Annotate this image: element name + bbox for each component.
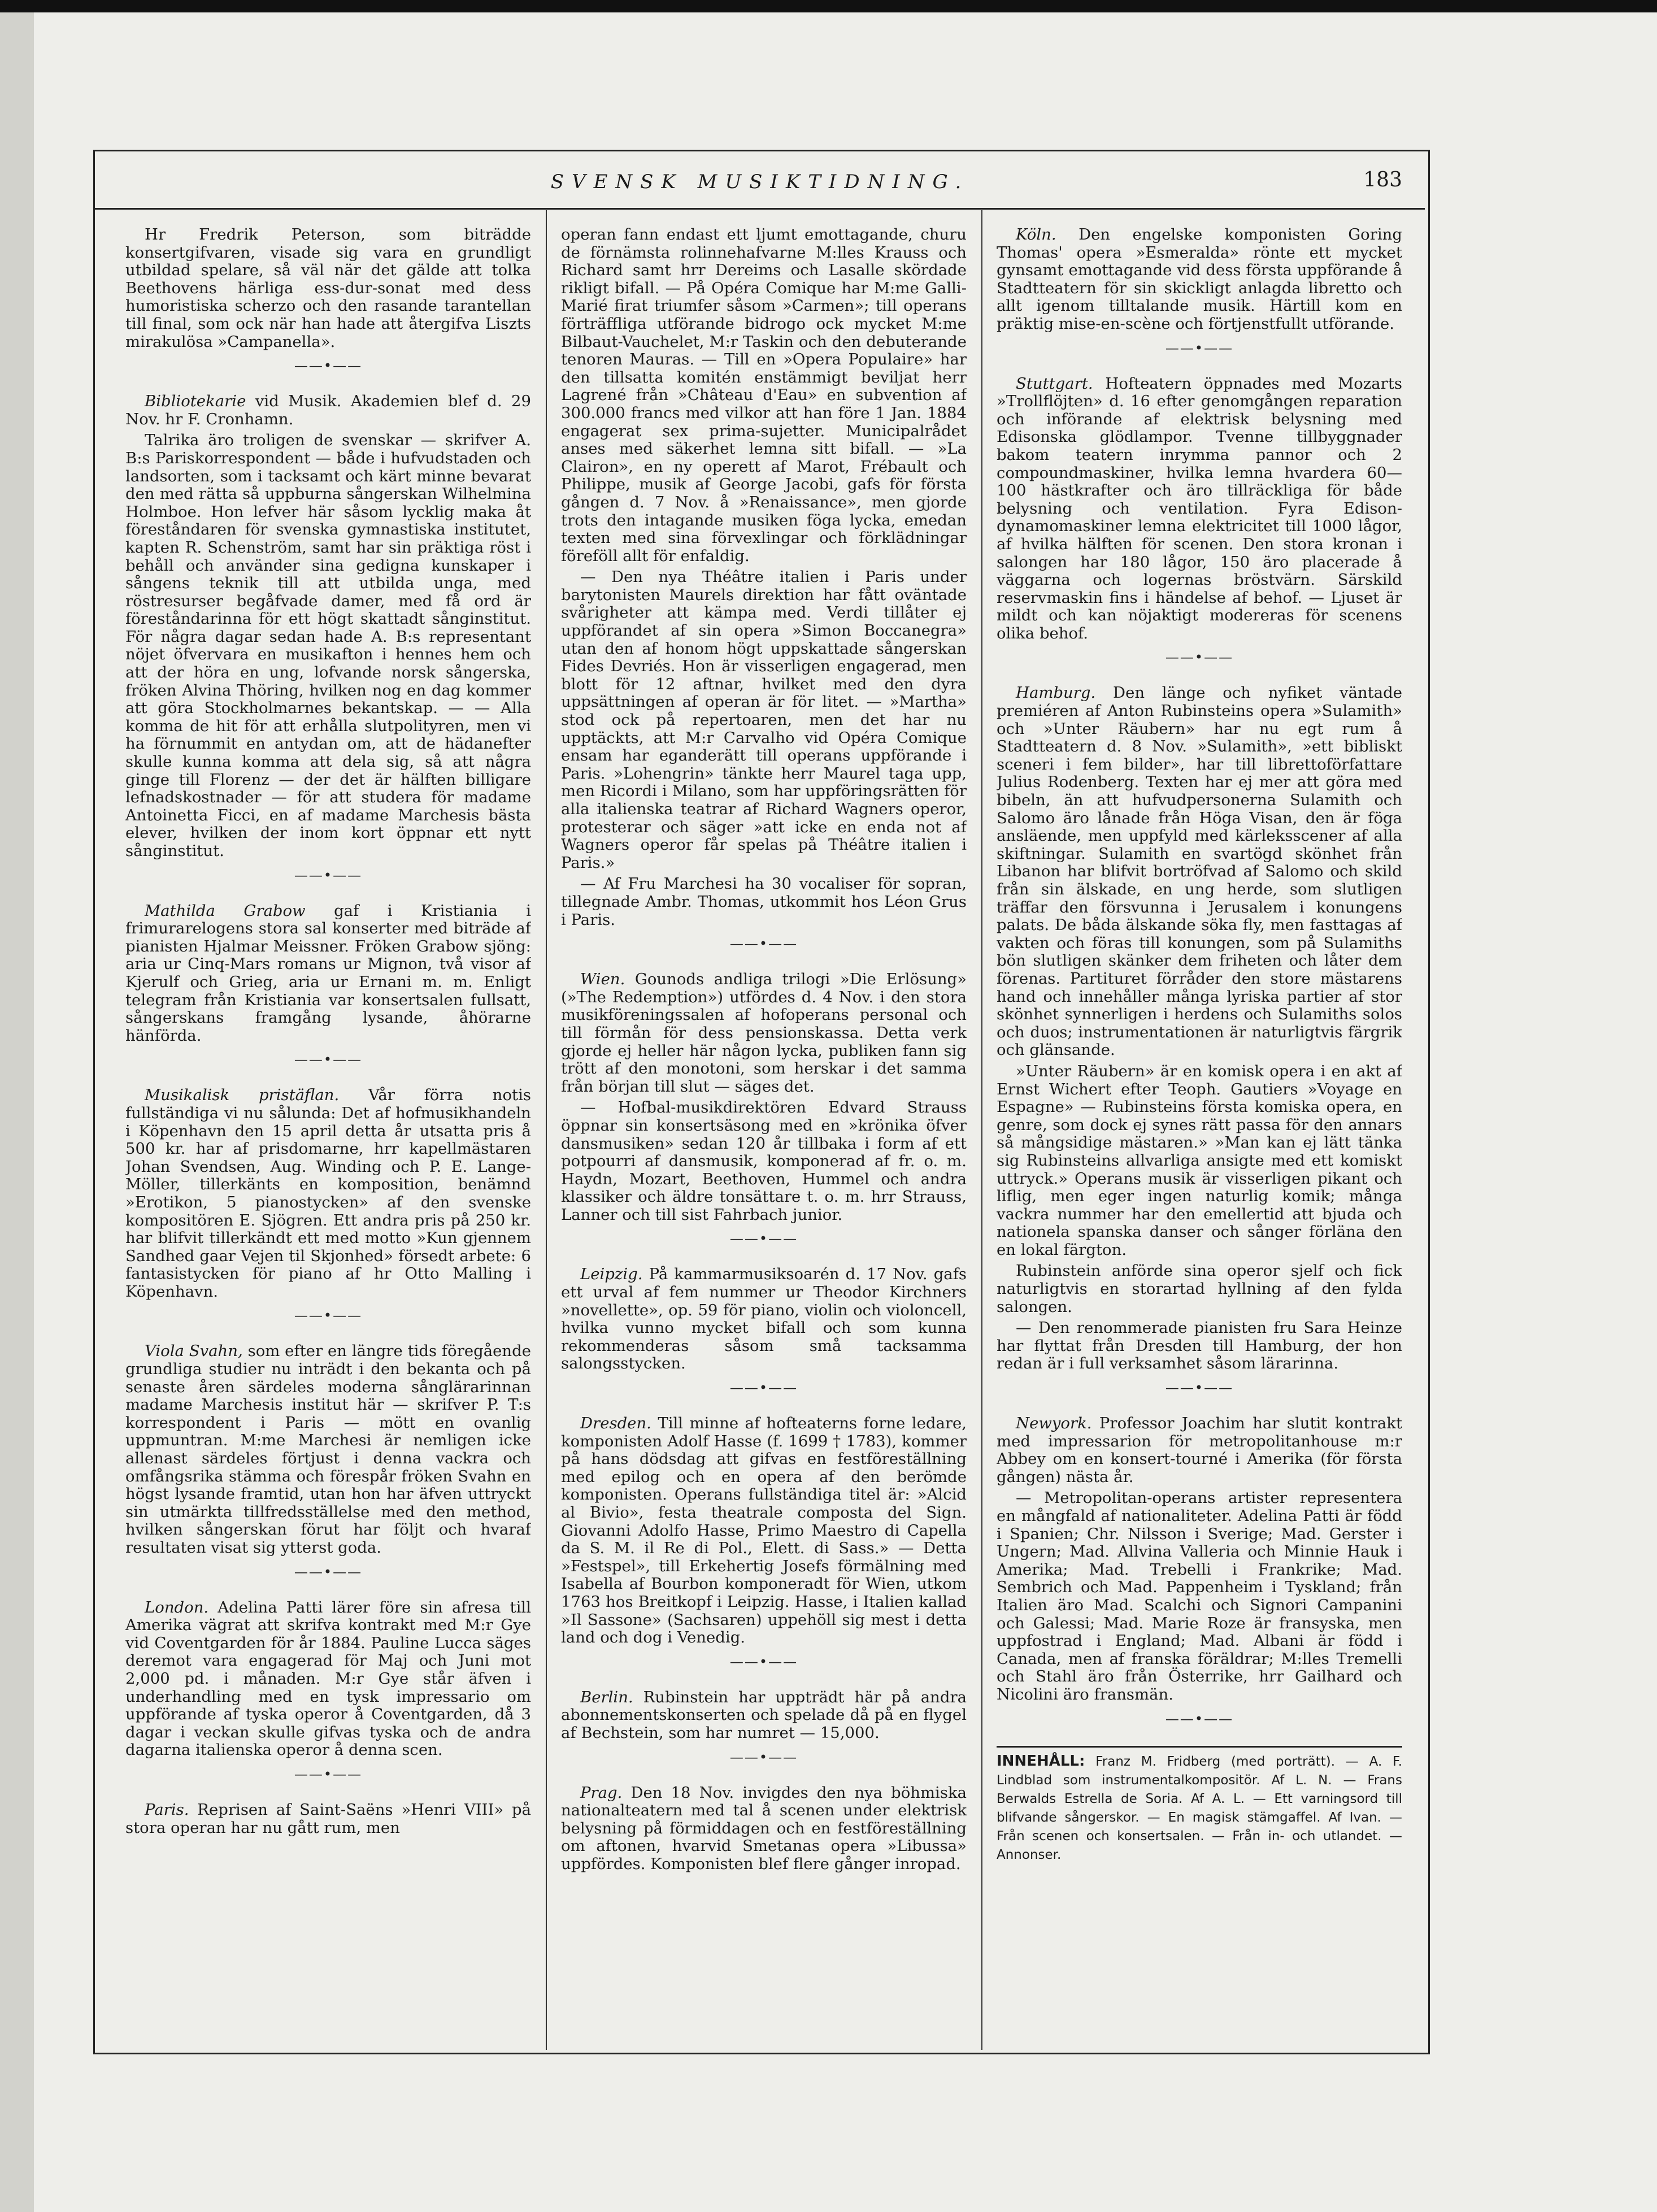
article-text: Vår förra notis fullständiga vi nu sålunda: Det af hofmusikhandeln i Köpenhavn den 15 april detta år utsatta pris å 500 kr. har af prisdomarne, hrr kapellmästaren Johan Svendsen, Aug. Winding och P. E. Lange-Möller, tillerkänts en komposition, benämnd »Erotikon, 5 pianostycken» af den svenske kompositören E. Sjögren. Ett andra pris på 250 kr. har blifvit tillerkändt ett med motto »Kun gjennem Sandhed gaar Vejen til Skjonhed» försedt arbete: 6 fantasistycken för piano af hr Otto Malling i Köpenhavn. xyxy=(125,1086,531,1301)
article-paragraph xyxy=(125,1087,531,1301)
article-lead: Berlin. xyxy=(580,1688,633,1706)
contents-box xyxy=(997,1746,1402,1865)
article-paragraph xyxy=(997,1415,1402,1486)
article-text: Reprisen af Saint-Saëns »Henri VIII» på stora operan har nu gått rum, men xyxy=(125,1800,531,1837)
article-text: Adelina Patti lärer före sin afresa till Amerika vägrat att skrifva kontrakt med M:r Gye vid Coventgarden för år 1884. Pauline Lucca säges deremot vara engagerad för Maj och Juni mot 2,000 pd. i månaden. M:r Gye står äfven i underhandling med en tysk impressario om uppförande af tyska operor å Coventgarden, då 3 dagar i veckan skulle gifvas tyska och de andra dagarna italienska operor å denna scen. xyxy=(125,1598,531,1759)
column-1 xyxy=(125,226,531,2048)
article-lead: Newyork. xyxy=(1016,1414,1092,1433)
article-text: Rubinstein anförde sina operor sjelf och fick naturligtvis en storartad hyllning af den fylda salongen. xyxy=(997,1262,1402,1316)
article-paragraph xyxy=(997,684,1402,1059)
article-text: Talrika äro troligen de svenskar — skrifver A. B:s Pariskorrespondent — både i hufvudstaden och landsorten, som i tacksamt och kärt minne bevarat den med rätta så uppburna sångerskan Wilhelmina Holmboe. Hon lefver här såsom lycklig maka åt föreståndaren för svenska gymnastiska institutet, kapten R. Schenström, samt har sin präktiga röst i behåll och använder sina gedigna kunskaper i sångens teknik till att utbilda unga, med röstresurser begåfvade damer, med få ord är föreståndarinna för ett högt skattadt sånginstitut. För några dagar sedan hade A. B:s representant nöjet öfvervara en musikafton i hennes hem och att der höra en ung, lofvande norsk sångerska, fröken Alvina Thöring, hvilken nog en dag kommer att göra Stockholmarnes bekantskap. — — Alla komma de hit för att erhålla slutpolityren, men vi ha förnummit en antydan om, att de hädanefter skulle kunna komma att dela sig, så att några ginge till Florenz — der det är hälften billigare lefnadskostnader — för att studera för madame Antoinetta Ficci, en af madame Marchesis bästa elever, hvilken der inom kort öppnar ett nytt sånginstitut. xyxy=(125,431,531,860)
page-title: SVENSK MUSIKTIDNING. xyxy=(550,171,969,193)
section-separator: ——•—— xyxy=(294,1307,363,1324)
column-3 xyxy=(997,226,1402,2048)
article-text: Rubinstein har uppträdt här på andra abonnementskonserten och spelade då på en flygel af Bechstein, som har numret — 15,000. xyxy=(561,1688,967,1742)
article-paragraph xyxy=(561,1266,967,1373)
article-paragraph xyxy=(997,375,1402,643)
contents-label: INNEHÅLL: xyxy=(997,1752,1085,1770)
article-paragraph xyxy=(125,1599,531,1759)
article-lead: Musikalisk pristäflan. xyxy=(145,1086,340,1105)
article-text: — Af Fru Marchesi ha 30 vocaliser för sopran, tillegnade Ambr. Thomas, utkommit hos Léon Grus i Paris. xyxy=(561,875,967,929)
section-separator: ——•—— xyxy=(1165,1710,1234,1727)
article-lead: Leipzig. xyxy=(580,1265,643,1284)
section-separator: ——•—— xyxy=(1165,1380,1234,1396)
column-2 xyxy=(561,226,967,2048)
page-number: 183 xyxy=(1363,168,1402,192)
section-separator: ——•—— xyxy=(294,358,363,374)
article-text: gaf i Kristiania i frimurarelogens stora sal konserter med biträde af pianisten Hjalmar Meissner. Fröken Grabow sjöng: aria ur Cinq-Mars romans ur Mignon, två visor af Kjerulf och Grieg, aria ur Ernani m. m. Enligt telegram från Kristiania var konsertsalen fullsatt, sångerskans framgång lysande, åhörarne hänförda. xyxy=(125,901,531,1045)
article-paragraph xyxy=(997,1262,1402,1316)
article-lead: Prag. xyxy=(580,1783,623,1802)
column-rule xyxy=(546,210,547,2050)
article-paragraph xyxy=(125,393,531,428)
article-lead: Mathilda Grabow xyxy=(145,901,306,920)
article-paragraph xyxy=(997,226,1402,333)
article-paragraph xyxy=(561,1689,967,1742)
article-text: Till minne af hofteaterns forne ledare, komponisten Adolf Hasse (f. 1699 † 1783), kommer på hans dödsdag att gifvas en festföreställning med epilog och en opera af den berömde komponisten. Operans fullständiga titel är: »Alcid al Bivio», festa theatrale composta del Sign. Giovanni Adolfo Hasse, Primo Maestro di Capella da S. M. il Re di Pol., Elett. di Sass.» — Detta »Festspel», till Erkehertig Josefs förmälning med Isabella af Bourbon komponeradt för Wien, utkom 1763 hos Breitkopf i Leipzig. Hasse, i Italien kallad »Il Sassone» (Sachsaren) uppehöll sig mest i detta land och dog i Venedig. xyxy=(561,1414,967,1647)
article-paragraph xyxy=(561,1415,967,1647)
article-text: vid Musik. Akademien blef d. 29 Nov. hr F. Cronhamn. xyxy=(125,392,531,428)
article-lead: Viola Svahn, xyxy=(145,1342,243,1361)
article-paragraph xyxy=(561,568,967,872)
article-text: operan fann endast ett ljumt emottagande, churu de förnämsta rolinnehafvarne M:lles Krauss och Richard samt hrr Dereims och Lasalle skördade rikligt bifall. — På Opéra Comique har M:me Galli-Marié firat triumfer såsom »Carmen»; till operans förträffliga utförande bidrogo ock mycket M:me Bilbaut-Vauchelet, M:r Taskin och den debuterande tenoren Mauras. — Till en »Opera Populaire» har den tillsatta komitén enstämmigt beviljat herr Lagrené från »Château d'Eau» en subvention af 300.000 francs med vilkor att han före 1 Jan. 1884 engagerat sex prima-sujetter. Municipalrådet anses med säkerhet lemna sitt bifall. — »La Clairon», en ny operett af Marot, Frébault och Philippe, musik af George Jacobi, gafs för första gången d. 7 Nov. å »Renaissance», men gjorde trots den intagande musiken föga lycka, emedan texten med sina förvexlingar och förklädningar föreföll allt för enfaldig. xyxy=(561,226,967,565)
article-text: — Den renommerade pianisten fru Sara Heinze har flyttat från Dresden till Hamburg, der hon redan är i full verksamhet såsom lärarinna. xyxy=(997,1319,1402,1373)
section-separator: ——•—— xyxy=(294,867,363,883)
article-paragraph xyxy=(561,1099,967,1224)
article-paragraph xyxy=(125,1342,531,1557)
section-separator: ——•—— xyxy=(729,1231,798,1247)
article-text: Den 18 Nov. invigdes den nya böhmiska nationalteatern med tal å scenen under elektrisk belysning på förmiddagen och en festföreställning om aftonen, hvarvid Smetanas opera »Libussa» uppfördes. Komponisten blef flere gånger inropad. xyxy=(561,1783,967,1873)
article-lead: Hamburg. xyxy=(1016,684,1096,702)
article-text: Den engelske komponisten Goring Thomas' opera »Esmeralda» rönte ett mycket gynsamt emottagande vid dess första uppförande å Stadtteatern för sin skickligt anlagda libretto och allt igenom tilltalande musik. Härtill kom en präktig mise-en-scène och förtjenstfullt utförande. xyxy=(997,226,1402,333)
article-paragraph xyxy=(125,226,531,351)
article-paragraph xyxy=(125,1801,531,1837)
article-text: Hr Fredrik Peterson, som biträdde konsertgifvaren, visade sig vara en grundligt utbildad spelare, så väl när det gälde att tolka Beethovens härliga ess-dur-sonat med dess humoristiska scherzo och den rasande tarantellan till final, som ock när han hade att återgifva Liszts mirakulösa »Campanella». xyxy=(125,226,531,351)
article-text: — Den nya Théâtre italien i Paris under barytonisten Maurels direktion har fått oväntade svårigheter att kämpa med. Verdi tillåter ej uppförandet af sin opera »Simon Boccanegra» utan den af honom högt uppskattade sångerskan Fides Devriés. Hon är visserligen engagerad, men blott för 12 aftnar, hvilket med den dyra uppsättningen af operan är för litet. — »Martha» stod ock på repertoaren, men det har nu upptäckts, att M:r Carvalho vid Opéra Comique ensam har eganderätt till operans uppförande i Paris. »Lohengrin» tänkte herr Maurel taga upp, men Ricordi i Milano, som har uppföringsrätten för alla italienska teatrar af Richard Wagners operor, protesterar och säger »att icke en enda not af Wagners operor får spelas på Théâtre italien i Paris.» xyxy=(561,568,967,872)
article-lead: Wien. xyxy=(580,970,625,989)
section-separator: ——•—— xyxy=(294,1766,363,1782)
article-paragraph xyxy=(997,1063,1402,1259)
column-rule xyxy=(981,210,982,2050)
section-separator: ——•—— xyxy=(729,1380,798,1396)
article-text: — Hofbal-musikdirektören Edvard Strauss öppnar sin konsertsäsong med en »krönika öfver dansmusiken» sedan 120 år tillbaka i form af ett potpourri af dansmusik, komponerad af fr. o. m. Haydn, Mozart, Beethoven, Hummel och andra klassiker och äldre tonsättare t. o. m. hrr Strauss, Lanner och till sist Fahrbach junior. xyxy=(561,1098,967,1224)
section-separator: ——•—— xyxy=(729,1749,798,1765)
article-paragraph xyxy=(997,1319,1402,1373)
article-text: Professor Joachim har slutit kontrakt med impressarion för metropolitanhouse m:r Abbey om en konsert-tourné i Amerika (för första gången) nästa år. xyxy=(997,1414,1402,1486)
section-separator: ——•—— xyxy=(294,1563,363,1580)
section-separator: ——•—— xyxy=(1165,340,1234,356)
article-text: På kammarmusiksoarén d. 17 Nov. gafs ett urval af fem nummer ur Theodor Kirchners »novellette», op. 59 för piano, violin och violoncell, hvilka vunno mycket bifall och som kunna rekommenderas såsom små tacksamma salongsstycken. xyxy=(561,1265,967,1373)
article-lead: Köln. xyxy=(1016,226,1056,244)
article-text: Den länge och nyfiket väntade premiéren af Anton Rubinsteins opera »Sulamith» och »Unter Räubern» har nu egt rum å Stadtteatern d. 8 Nov. »Sulamith», »ett bibliskt sceneri i fem bilder», har till librettoförfattare Julius Rodenberg. Texten har ej mer att göra med bibeln, än att hufvudpersonerna Sulamith och Salomo äro lånade från Höga Visan, den är föga ansläende, men uppfyld med kärleksscener af alla skiftningar. Sulamith en svartögd skönhet från Libanon har blifvit bortröfvad af Salomo och skild från sin älskade, en ung herde, som slutligen träffar den försvunna i Jerusalem i konungens palats. De båda älskande söka fly, men fasttagas af vakten och föras till konungen, som på Sulamiths bön slutligen skänker dem friheten och låter dem förenas. Partituret förråder den store mästarens hand och innehåller många lyriska partier af stor skönhet synnerligen i herdens och Sulamiths solos och duos; instrumentationen är naturligtvis färgrik och glänsande. xyxy=(997,684,1402,1059)
article-paragraph xyxy=(561,971,967,1096)
section-separator: ——•—— xyxy=(294,1051,363,1068)
article-text: Hofteatern öppnades med Mozarts »Trollflöjten» d. 16 efter genomgången reparation och införande af elektrisk belysning med Edisonska glödlampor. Tvenne tillbyggnader bakom teatern inrymma pannor och 2 compoundmaskiner, hvilka lemna hvardera 60—100 hästkrafter och äro tillräckliga för både belysning och ventilation. Fyra Edison-dynamomaskiner lemna elektricitet till 1000 lågor, af hvilka hälften för scenen. Den stora kronan i salongen har 180 lågor, 150 äro placerade å väggarna och logernas bröstvärn. Särskild reservmaskin fins i händelse af behof. — Ljuset är mildt och kan nöjaktigt modereras för scenens olika behof. xyxy=(997,374,1402,642)
article-paragraph xyxy=(125,432,531,860)
article-lead: Stuttgart. xyxy=(1016,374,1093,393)
section-separator: ——•—— xyxy=(729,936,798,952)
scan-border xyxy=(0,0,1657,12)
article-paragraph xyxy=(561,226,967,565)
article-text: Gounods andliga trilogi »Die Erlösung» (»The Redemption») utfördes d. 4 Nov. i den stora musikföreningssalen af hofoperans personal och till förmån för dess pensionskassa. Detta verk gjorde ej heller här någon lycka, publiken fann sig trött af den monotoni, som herskar i det samma från början till slut — säges det. xyxy=(561,970,967,1096)
article-text: som efter en längre tids föregående grundliga studier nu inträdt i den bekanta och på senaste åren särdeles moderna sånglärarinnan madame Marchesis institut här — skrifver P. T:s korrespondent i Paris — mött en ovanlig uppmuntran. M:me Marchesi är nemligen icke allenast särdeles förtjust i denna vackra och omfångsrika stämma och förespår fröken Svahn en högst lysande framtid, utan hon har äfven uttryckt sin utmärkta tillfredsställelse med den method, hvilken sångerskan förut har följt och hvaraf resultaten visat sig ytterst goda. xyxy=(125,1342,531,1557)
article-text: »Unter Räubern» är en komisk opera i en akt af Ernst Wichert efter Teoph. Gautiers »Voyage en Espagne» — Rubinsteins första komiska opera, en genre, som dock ej synes rätt passa för den annars så mångsidige mästaren.» »Man kan ej lätt tänka sig Rubinsteins allvarliga ansigte med ett komiskt uttryck.» Operans musik är visserligen pikant och liflig, men eger ingen naturlig komik; många vackra nummer har den emellertid att bjuda och nationela spanska danser och sånger förläna den en lokal färgton. xyxy=(997,1062,1402,1259)
section-separator: ——•—— xyxy=(729,1653,798,1670)
article-paragraph xyxy=(561,875,967,929)
section-separator: ——•—— xyxy=(1165,649,1234,666)
article-lead: Dresden. xyxy=(580,1414,651,1433)
article-paragraph xyxy=(561,1784,967,1874)
article-lead: London. xyxy=(145,1598,209,1616)
article-lead: Paris. xyxy=(145,1800,189,1819)
article-text: — Metropolitan-operans artister representera en mångfald af nationaliteter. Adelina Patti är född i Spanien; Chr. Nilsson i Sverige; Mad. Gerster i Ungern; Mad. Allvina Valleria och Minnie Hauk i Amerika; Mad. Trebelli i Frankrike; Mad. Sembrich och Mad. Pappenheim i Tyskland; från Italien äro Mad. Scalchi och Signori Campanini och Galessi; Mad. Marie Roze är fransyska, men uppfostrad i England; Mad. Albani är född i Canada, men af franska föräldrar; M:lles Tremelli och Stahl äro från Österrike, hrr Gailhard och Nicolini äro fransmän. xyxy=(997,1489,1402,1703)
article-paragraph xyxy=(125,902,531,1045)
article-paragraph xyxy=(997,1489,1402,1703)
contents-text: Franz M. Fridberg (med porträtt). — A. F. Lindblad som instrumentalkompositör. Af L. N. — Frans Berwalds Estrella de Soria. Af A. L. — Ett varningsord till blifvande sångerskor. — En magisk stämgaffel. Af Ivan. — Från scenen och konsertsalen. — Från in- och utlandet. — Annonser. xyxy=(997,1754,1402,1862)
article-lead: Bibliotekarie xyxy=(145,392,246,411)
page-header xyxy=(95,151,1425,210)
